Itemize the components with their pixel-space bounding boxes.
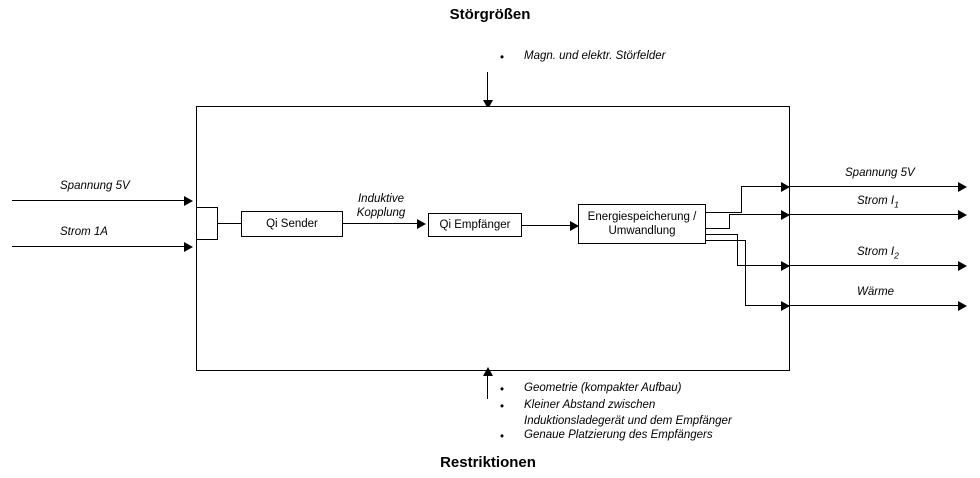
coupling-label-line1: Induktive <box>357 193 405 205</box>
fanout-stub-2 <box>706 228 730 229</box>
restriction-item: Genaue Platzierung des Empfängers <box>524 429 713 441</box>
block-qi-empfaenger: Qi Empfänger <box>428 213 522 237</box>
bullet-icon: • <box>500 52 505 64</box>
bottom-title: Restriktionen <box>440 454 536 471</box>
bullet-icon: • <box>500 431 505 443</box>
block-qi-sender: Qi Sender <box>241 211 343 237</box>
restriction-item: Geometrie (kompakter Aufbau) <box>524 382 682 394</box>
fanout-vertical-1 <box>741 186 742 213</box>
output-label-current2: Strom $I_2$ <box>857 246 899 261</box>
top-title: Störgrößen <box>449 6 531 23</box>
fanout-vertical-2 <box>729 214 730 229</box>
bullet-icon: • <box>500 401 505 413</box>
output-run-2 <box>729 214 788 215</box>
output-label-heat: Wärme <box>857 286 895 298</box>
output-line-heat <box>788 305 960 306</box>
merge-line-top <box>196 207 218 208</box>
output-label-current1: Strom $I_1$ <box>857 195 899 210</box>
output-arrow-heat <box>958 301 967 311</box>
input-line-voltage <box>12 200 186 201</box>
output-line-current1 <box>788 214 960 215</box>
fanout-stub-4 <box>706 240 746 241</box>
merge-line-bottom <box>196 239 218 240</box>
output-arrow-current1 <box>958 210 967 220</box>
output-line-current2 <box>788 265 960 266</box>
output-arrow-current2 <box>958 261 967 271</box>
arrow-receiver-to-storage-shaft <box>522 225 573 226</box>
input-line-current <box>12 246 186 247</box>
fanout-vertical-4 <box>745 240 746 306</box>
restriction-item: Induktionsladegerät und dem Empfänger <box>524 415 732 427</box>
output-line-voltage <box>788 186 960 187</box>
input-label-voltage: Spannung 5V <box>60 180 130 192</box>
fanout-stub-3 <box>706 234 738 235</box>
restriction-arrow-head <box>483 367 493 376</box>
fanout-vertical-3 <box>737 234 738 266</box>
block-energiespeicherung: Energiespeicherung / Umwandlung <box>578 204 706 244</box>
input-arrow-current <box>184 242 193 252</box>
output-arrow-voltage <box>958 182 967 192</box>
input-arrow-voltage <box>184 196 193 206</box>
input-label-current: Strom 1A <box>60 226 108 238</box>
merge-line-to-sender <box>217 223 241 224</box>
bullet-icon: • <box>500 384 505 396</box>
output-label-voltage: Spannung 5V <box>845 167 915 179</box>
arrow-sender-to-receiver-shaft <box>343 223 419 224</box>
disturbance-item: Magn. und elektr. Störfelder <box>524 50 666 62</box>
restriction-item: Kleiner Abstand zwischen <box>524 399 656 411</box>
coupling-label-line2: Kopplung <box>356 207 406 220</box>
